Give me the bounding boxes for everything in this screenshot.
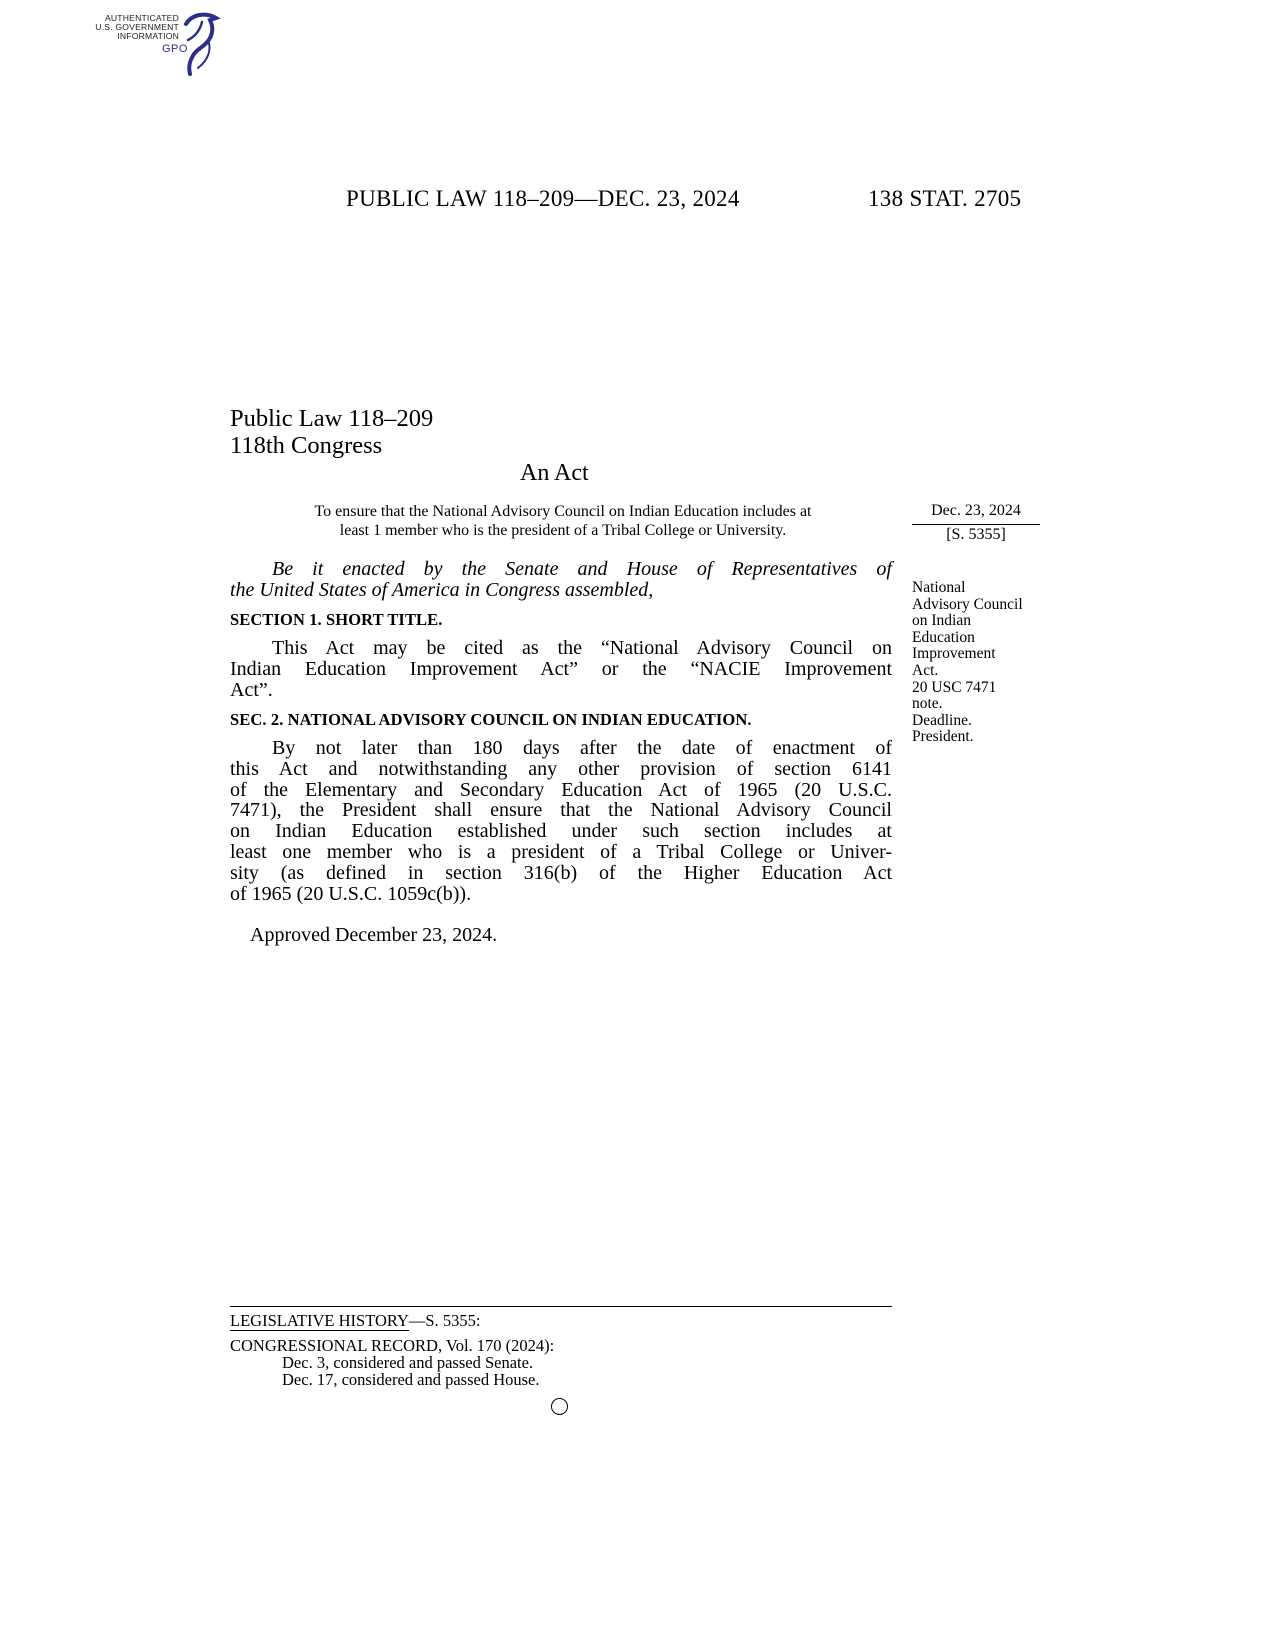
section-line: Act”. [230,678,273,701]
congress-label: 118th Congress [230,432,383,459]
section-line: this Act and notwithstanding any other provision of section 6141 [230,757,892,780]
section-line: 7471), the President shall ensure that the National Advisory Council [230,799,892,822]
section-line: least one member who is a president of a Tribal College or Univer- [230,840,892,863]
section-line: Indian Education Improvement Act” or the “NACIE Improvement [230,657,892,680]
approval-date: Approved December 23, 2024. [250,924,498,946]
enactment-date: Dec. 23, 2024 [931,502,1021,519]
section-2-text [230,738,892,904]
margin-notes [912,580,1052,746]
margin-note: National [912,579,966,596]
section-line: of 1965 (20 U.S.C. 1059c(b)). [230,882,472,905]
eagle-icon [172,10,222,76]
gpo-authentication-seal [92,10,227,76]
section-line: on Indian Education established under such section includes at [230,820,892,843]
legislative-action: Dec. 17, considered and passed House. [282,1370,540,1389]
purpose-line: To ensure that the National Advisory Council on Indian Education includes at [314,503,812,520]
circle-icon [551,1398,568,1415]
margin-note: on Indian [912,612,971,630]
running-head-title: PUBLIC LAW 118–209—DEC. 23, 2024 [346,186,740,211]
legislative-history-bill: —S. 5355: [408,1311,481,1330]
margin-note: Education [912,628,975,646]
section-line: This Act may be cited as the “National Advisory Council on [272,637,892,659]
seal-line-1: AUTHENTICATED [104,13,179,23]
legislative-history-label [230,1311,480,1331]
footer-divider [230,1306,892,1307]
section-line: of the Elementary and Secondary Education Act of 1965 (20 U.S.C. [230,778,892,801]
margin-note: note. [912,695,943,713]
legislative-history-title: LEGISLATIVE HISTORY [230,1311,409,1330]
seal-line-3: INFORMATION [117,31,179,41]
legislative-action: Dec. 3, considered and passed Senate. [282,1353,534,1372]
section-2-heading: SEC. 2. NATIONAL ADVISORY COUNCIL ON INDIAN EDUCATION. [230,710,752,729]
enacting-clause [230,559,892,601]
act-heading: An Act [520,460,589,486]
gpo-mark: GPO [162,43,188,55]
enacting-line: the United States of America in Congress assembled, [230,578,654,601]
running-head-page: 138 STAT. 2705 [868,186,1022,211]
enacting-line: Be it enacted by the Senate and House of Representatives of [272,558,892,580]
section-1-text [230,638,892,700]
purpose-line: least 1 member who is the president of a Tribal College or University. [339,522,787,539]
congressional-record: CONGRESSIONAL RECORD, Vol. 170 (2024): [230,1336,555,1355]
section-1-heading: SECTION 1. SHORT TITLE. [230,610,443,629]
sidebar-divider [912,524,1040,525]
law-title: Public Law 118–209 [230,405,434,432]
bill-number: [S. 5355] [946,526,1006,543]
margin-note: President. [912,728,974,746]
margin-note: 20 USC 7471 [912,678,997,696]
margin-note: Deadline. [912,711,972,729]
seal-line-2: U.S. GOVERNMENT [95,22,179,32]
purpose-statement [258,502,868,540]
section-line: By not later than 180 days after the date of enactment of [272,737,892,759]
margin-note: Improvement [912,645,996,663]
margin-note: Advisory Council [912,595,1023,613]
margin-note: Act. [912,661,939,679]
section-line: sity (as defined in section 316(b) of the Higher Education Act [230,861,892,884]
